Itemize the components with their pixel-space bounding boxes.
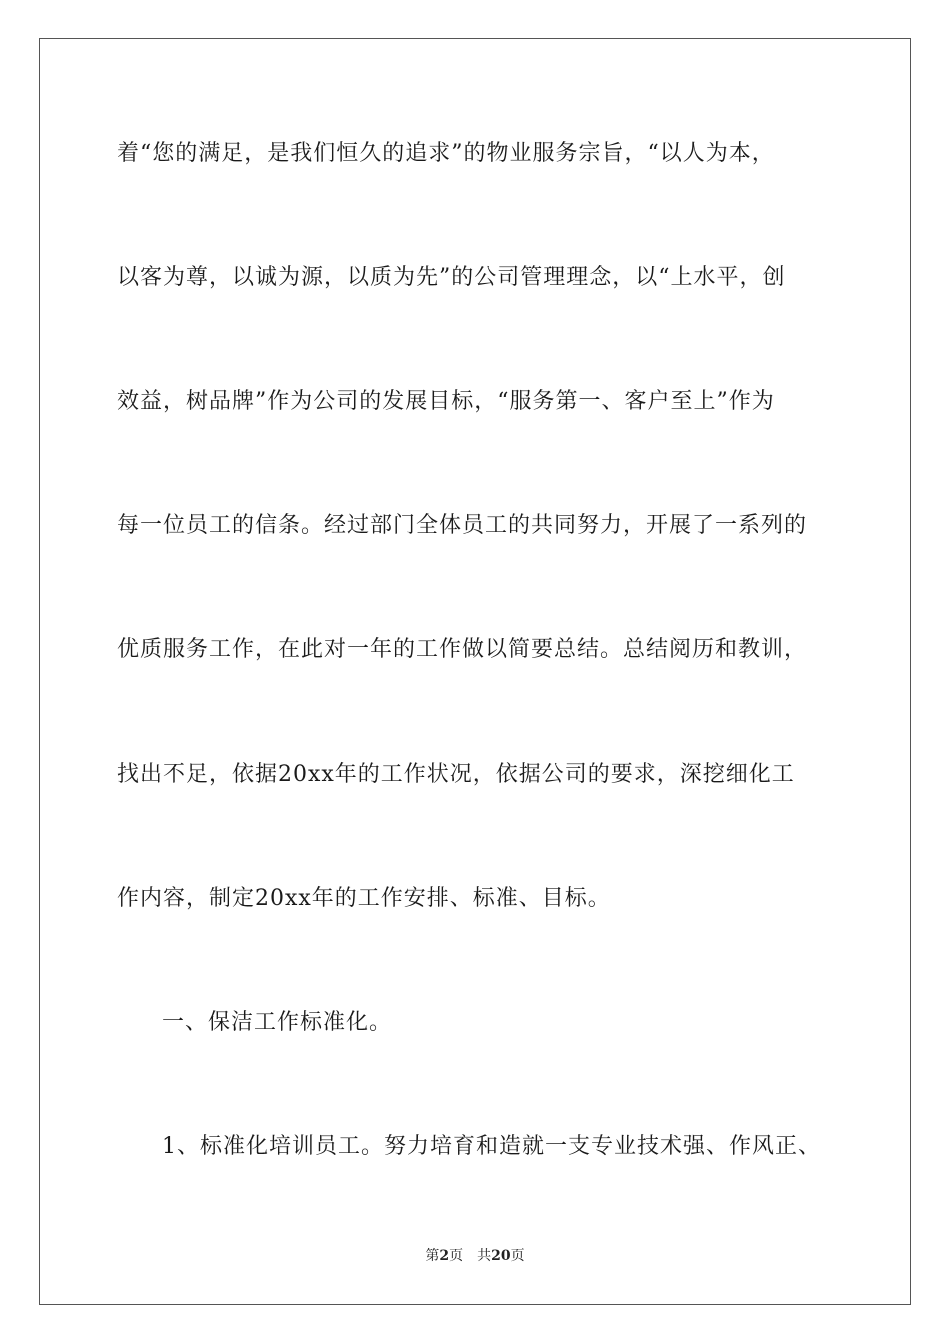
- body-text-line: 着“您的满足，是我们恒久的追求”的物业服务宗旨，“以人为本，: [117, 141, 775, 166]
- total-pages: 20: [491, 1248, 511, 1264]
- page-number: 2: [439, 1248, 450, 1264]
- body-text-line: 每一位员工的信条。经过部门全体员工的共同努力，开展了一系列的: [117, 513, 808, 538]
- body-text-line: 1、标准化培训员工。努力培育和造就一支专业技术强、作风正、: [162, 1134, 821, 1159]
- page-footer: [0, 1246, 950, 1266]
- total-label-suffix: 页: [510, 1248, 525, 1264]
- page-label-prefix: 第: [425, 1248, 440, 1264]
- body-text-line: 优质服务工作，在此对一年的工作做以简要总结。总结阅历和教训，: [117, 637, 808, 662]
- total-label-prefix: 共: [477, 1248, 492, 1264]
- body-text-line: 以客为尊，以诚为源，以质为先”的公司管理理念，以“上水平，创: [117, 265, 786, 290]
- body-text-line: 作内容，制定20xx年的工作安排、标准、目标。: [117, 886, 611, 911]
- body-text-line: 找出不足，依据20xx年的工作状况，依据公司的要求，深挖细化工: [117, 762, 795, 787]
- section-heading: 一、保洁工作标准化。: [162, 1010, 393, 1035]
- page-label-suffix: 页: [449, 1248, 464, 1264]
- page-frame: [39, 38, 911, 1305]
- body-text-line: 效益，树品牌”作为公司的发展目标，“服务第一、客户至上”作为: [117, 389, 775, 414]
